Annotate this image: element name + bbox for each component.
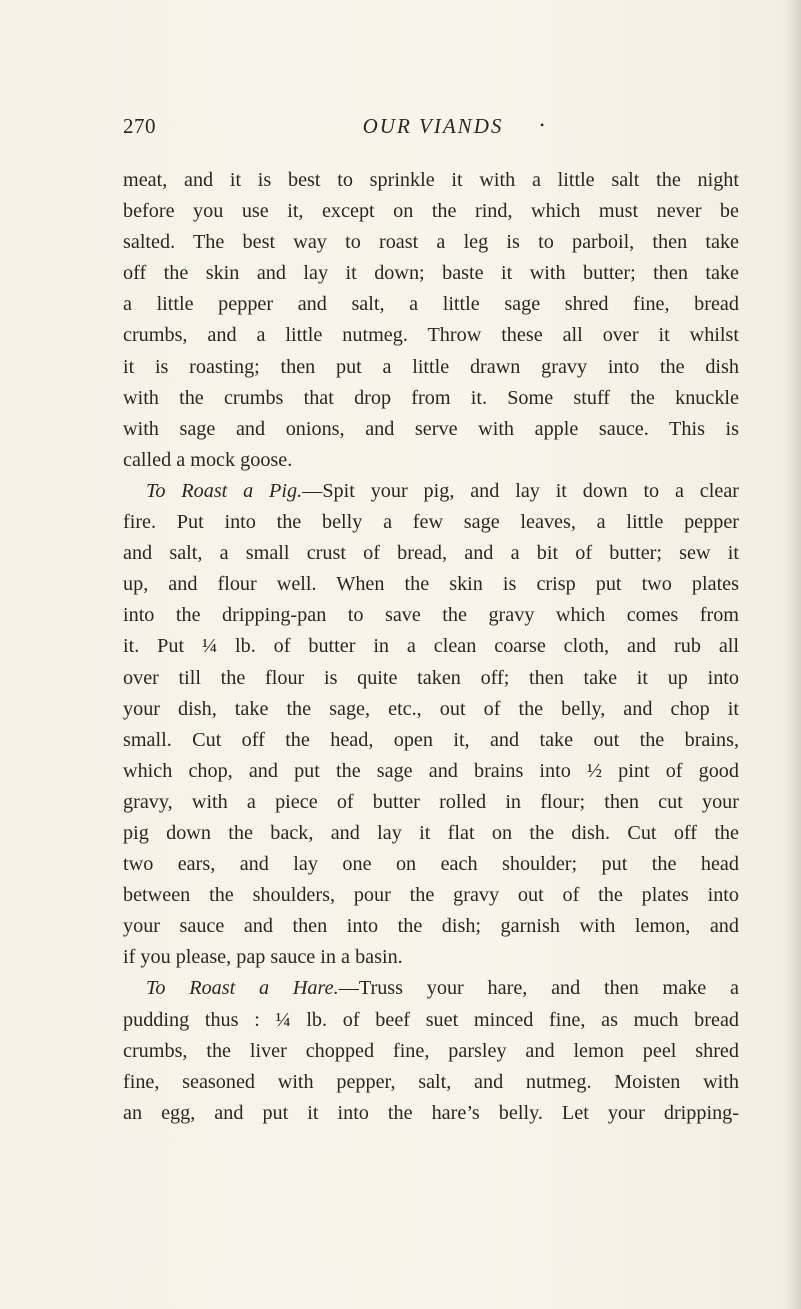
text-line: meat, and it is best to sprinkle it with a little salt the night <box>123 169 739 191</box>
text-line: before you use it, except on the rind, which must never be <box>123 200 739 223</box>
body-text <box>123 165 739 1129</box>
text-line: pudding thus : ¼ lb. of beef suet minced fine, as much bread <box>123 1008 739 1031</box>
text-line: with the crumbs that drop from it. Some stuff the knuckle <box>123 386 739 409</box>
text-line: small. Cut off the head, open it, and take out the brains, <box>123 728 739 751</box>
recipe-heading-roast-pig: To Roast a Pig. <box>146 479 303 502</box>
text-line: with sage and onions, and serve with apple sauce. This is <box>123 417 739 440</box>
text-line: it is roasting; then put a little drawn gravy into the dish <box>123 355 739 378</box>
text-line: and salt, a small crust of bread, and a bit of butter; sew it <box>123 542 739 565</box>
recipe-line-roast-hare <box>123 973 739 1004</box>
text-line: crumbs, the liver chopped fine, parsley and lemon peel shred <box>123 1039 739 1062</box>
text-line: off the skin and lay it down; baste it with butter; then take <box>123 262 739 285</box>
recipe-line-roast-pig <box>123 476 739 507</box>
text-line: two ears, and lay one on each shoulder; put the head <box>123 853 739 876</box>
text-line: up, and flour well. When the skin is crisp put two plates <box>123 573 739 596</box>
text-line: it. Put ¼ lb. of butter in a clean coarse cloth, and rub all <box>123 635 739 658</box>
text-line: salted. The best way to roast a leg is to parboil, then take <box>123 231 739 254</box>
text-line: fine, seasoned with pepper, salt, and nutmeg. Moisten with <box>123 1070 739 1093</box>
text-line: pig down the back, and lay it flat on the dish. Cut off the <box>123 821 739 844</box>
running-title: OUR VIANDS <box>362 114 504 138</box>
text-line: gravy, with a piece of butter rolled in flour; then cut your <box>123 790 739 813</box>
recipe-text: —Spit your pig, and lay it down to a clear <box>302 479 739 502</box>
recipe-text: —Truss your hare, and then make a <box>338 977 739 1000</box>
text-line: an egg, and put it into the hare’s belly. Let your dripping- <box>123 1101 739 1124</box>
text-line: a little pepper and salt, a little sage shred fine, bread <box>123 293 739 316</box>
header-ornament: • <box>540 118 545 132</box>
text-line: called a mock goose. <box>123 448 293 471</box>
text-line: crumbs, and a little nutmeg. Throw these all over it whilst <box>123 324 739 347</box>
text-line: your dish, take the sage, etc., out of the belly, and chop it <box>123 697 739 720</box>
text-line: your sauce and then into the dish; garnish with lemon, and <box>123 915 739 938</box>
text-line: between the shoulders, pour the gravy out of the plates into <box>123 884 739 907</box>
text-line: which chop, and put the sage and brains into ½ pint of good <box>123 759 739 782</box>
text-line: if you please, pap sauce in a basin. <box>123 946 403 969</box>
page-edge-shadow <box>783 0 801 1309</box>
page-number: 270 <box>123 114 156 138</box>
text-line: fire. Put into the belly a few sage leaves, a little pepper <box>123 511 739 534</box>
page-header <box>123 114 739 146</box>
recipe-heading-roast-hare: To Roast a Hare. <box>146 977 339 1000</box>
text-line: over till the flour is quite taken off; then take it up into <box>123 666 739 689</box>
text-line: into the dripping-pan to save the gravy which comes from <box>123 604 739 627</box>
